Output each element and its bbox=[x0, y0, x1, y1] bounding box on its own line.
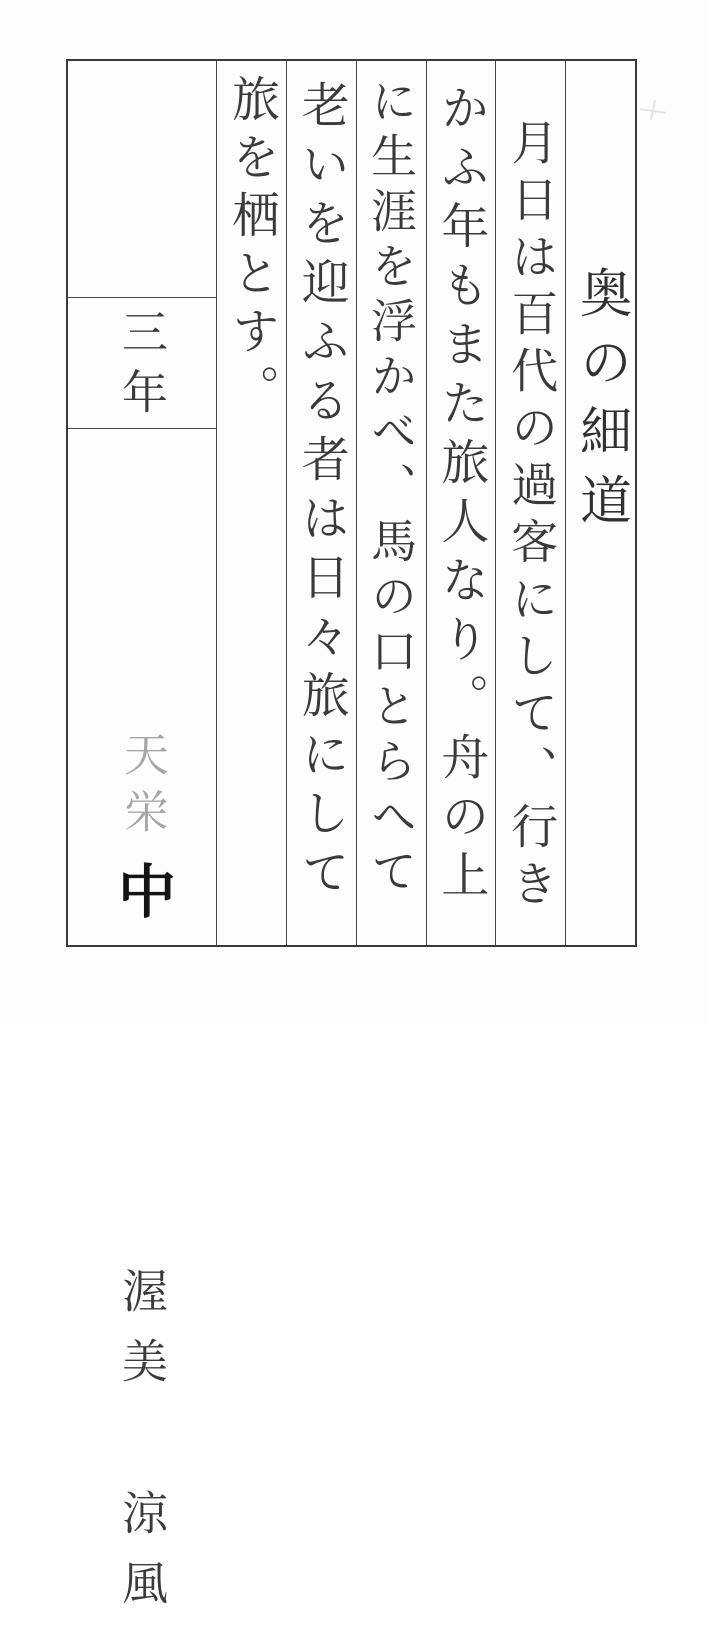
grade-cell bbox=[68, 298, 216, 429]
margin-pencil-smudge bbox=[640, 86, 680, 136]
body-text-line-1: 月日は百代の過客にして、行き bbox=[503, 118, 559, 916]
body-text-line-5: 旅を栖とす。 bbox=[223, 74, 280, 422]
body-column-2 bbox=[426, 61, 496, 945]
signature-column bbox=[68, 61, 216, 1629]
title-text: 奥の細道 bbox=[570, 266, 631, 542]
name-cell bbox=[68, 429, 216, 1629]
grade-text: 三年 bbox=[115, 308, 170, 428]
body-text-line-2: かふ年もまた旅人なり。舟の上 bbox=[432, 83, 489, 909]
school-name-pencil: 天栄 bbox=[116, 731, 170, 845]
title-column bbox=[565, 61, 635, 945]
writer-name bbox=[73, 429, 211, 1629]
body-column-5 bbox=[216, 61, 286, 945]
writer-family-name: 渥美 bbox=[115, 1267, 170, 1407]
school-suffix-bold: 中 bbox=[108, 861, 177, 919]
body-column-3 bbox=[356, 61, 426, 945]
manuscript-grid bbox=[66, 59, 637, 1629]
body-column-4 bbox=[286, 61, 356, 945]
writer-given-name: 涼風 bbox=[115, 1489, 170, 1629]
body-text-line-3: に生涯を浮かべ、馬の口とらへて bbox=[364, 77, 419, 902]
body-column-1 bbox=[495, 61, 565, 945]
body-text-line-4: 老いを迎ふる者は日々旅にして bbox=[293, 80, 350, 906]
